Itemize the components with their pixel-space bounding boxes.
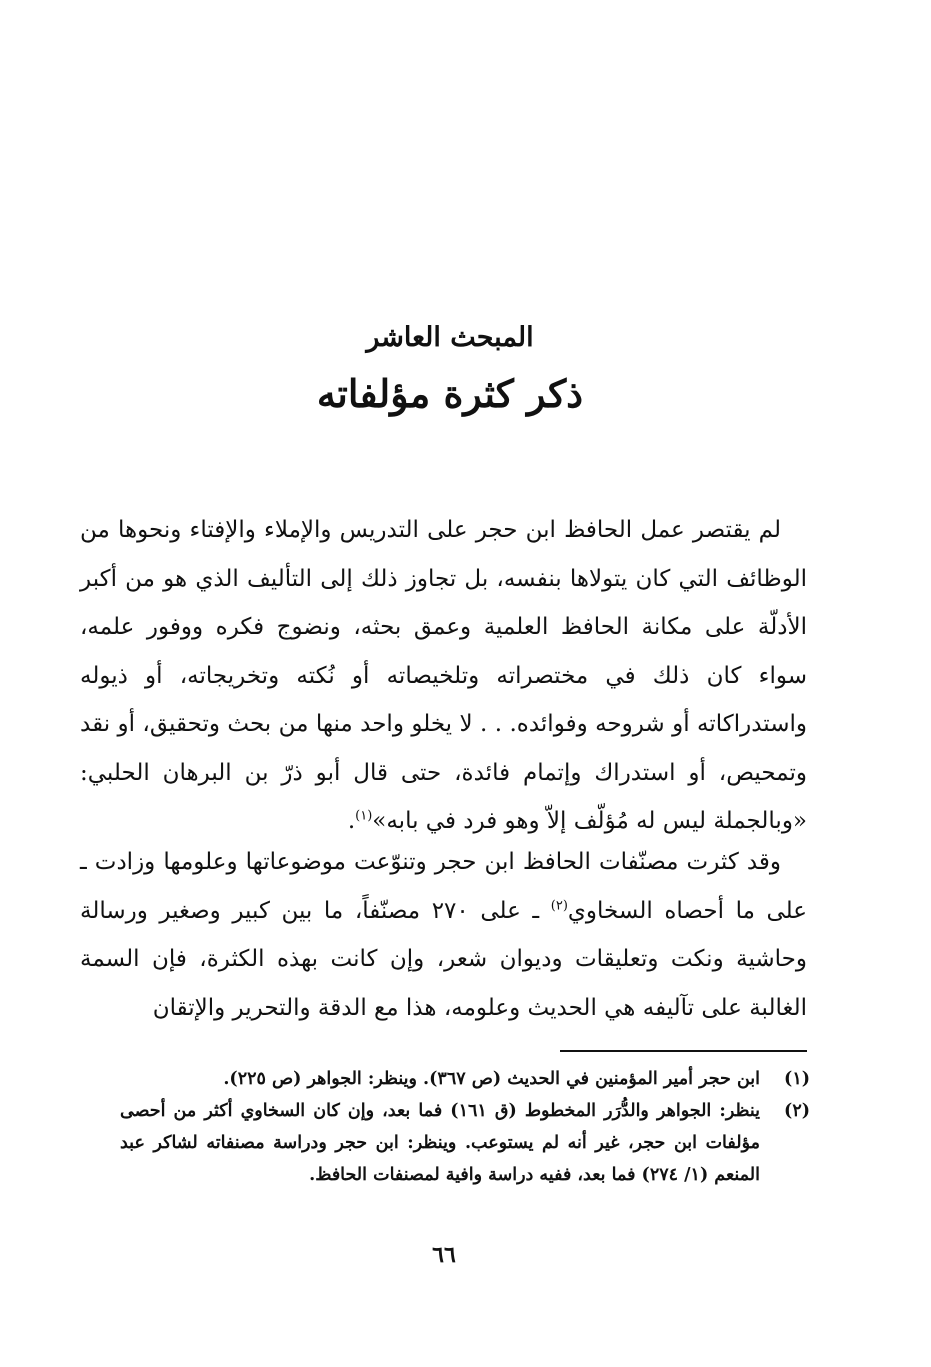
footnote-ref-2: (٢) [550,897,568,913]
footnote-1-text: ابن حجر أمير المؤمنين في الحديث (ص ٣٦٧). وينظر: الجواهر (ص ٢٢٥). [223,1069,760,1089]
page-number: ٦٦ [432,1242,456,1268]
paragraph-2-text-start: وقد كثرت مصنّفات الحافظ ابن حجر وتنوّعت موضوعاتها وعلومها وزادت ـ على ما أحصاه السخاوي [80,849,807,924]
footnote-2 [120,1095,810,1191]
paragraph-1-end: . [347,808,356,834]
paragraph-2 [80,838,807,1032]
paragraph-2-text-end: ـ على ٢٧٠ مصنّفاً، ما بين كبير وصغير ورسالة وحاشية ونكت وتعليقات وديوان شعر، وإن كانت بهذه الكثرة، فإن السمة الغالبة على تآليفه هي الحديث وعلومه، هذا مع الدقة والتحرير والإتقان [80,897,807,1021]
paragraph-1 [80,506,807,846]
footnotes [120,1063,810,1191]
footnote-2-number: (٢) [784,1101,810,1121]
footnote-2-text: ينظر: الجواهر والدُّرَر المخطوط (ق ١٦١) فما بعد، وإن كان السخاوي أكثر من أحصى مؤلفات ابن حجر، غير أنه لم يستوعب. وينظر: ابن حجر ودراسة مصنفاته لشاكر عبد المنعم (١/ ٢٧٤) فما بعد، ففيه دراسة وافية لمصنفات الحافظ. [120,1101,760,1185]
paragraph-1-text: لم يقتصر عمل الحافظ ابن حجر على التدريس والإملاء والإفتاء ونحوها من الوظائف التي كان يتولاها بنفسه، بل تجاوز ذلك إلى التأليف الذي هو من أكبر الأدلّة على مكانة الحافظ العلمية وعمق بحثه، ونضوج فكره ووفور علمه، سواء كان ذلك في مختصراته وتلخيصاته أو نُكته وتخريجاته، أو ذيوله واستدراكاته أو شروحه وفوائده. . . لا يخلو واحد منها من بحث وتحقيق، أو نقد وتمحيص، أو استدراك وإتمام فائدة، حتى قال أبو ذرّ بن البرهان الحلبي: «وبالجملة ليس له مُؤلّف إلاّ وهو فرد في بابه» [80,517,807,834]
chapter-label: المبحث العاشر [366,322,534,353]
footnote-1 [120,1063,810,1095]
footnote-1-number: (١) [784,1069,810,1089]
footnote-divider [560,1050,807,1052]
footnote-ref-1: (١) [355,808,373,824]
chapter-title: ذكر كثرة مؤلفاته [316,371,584,416]
